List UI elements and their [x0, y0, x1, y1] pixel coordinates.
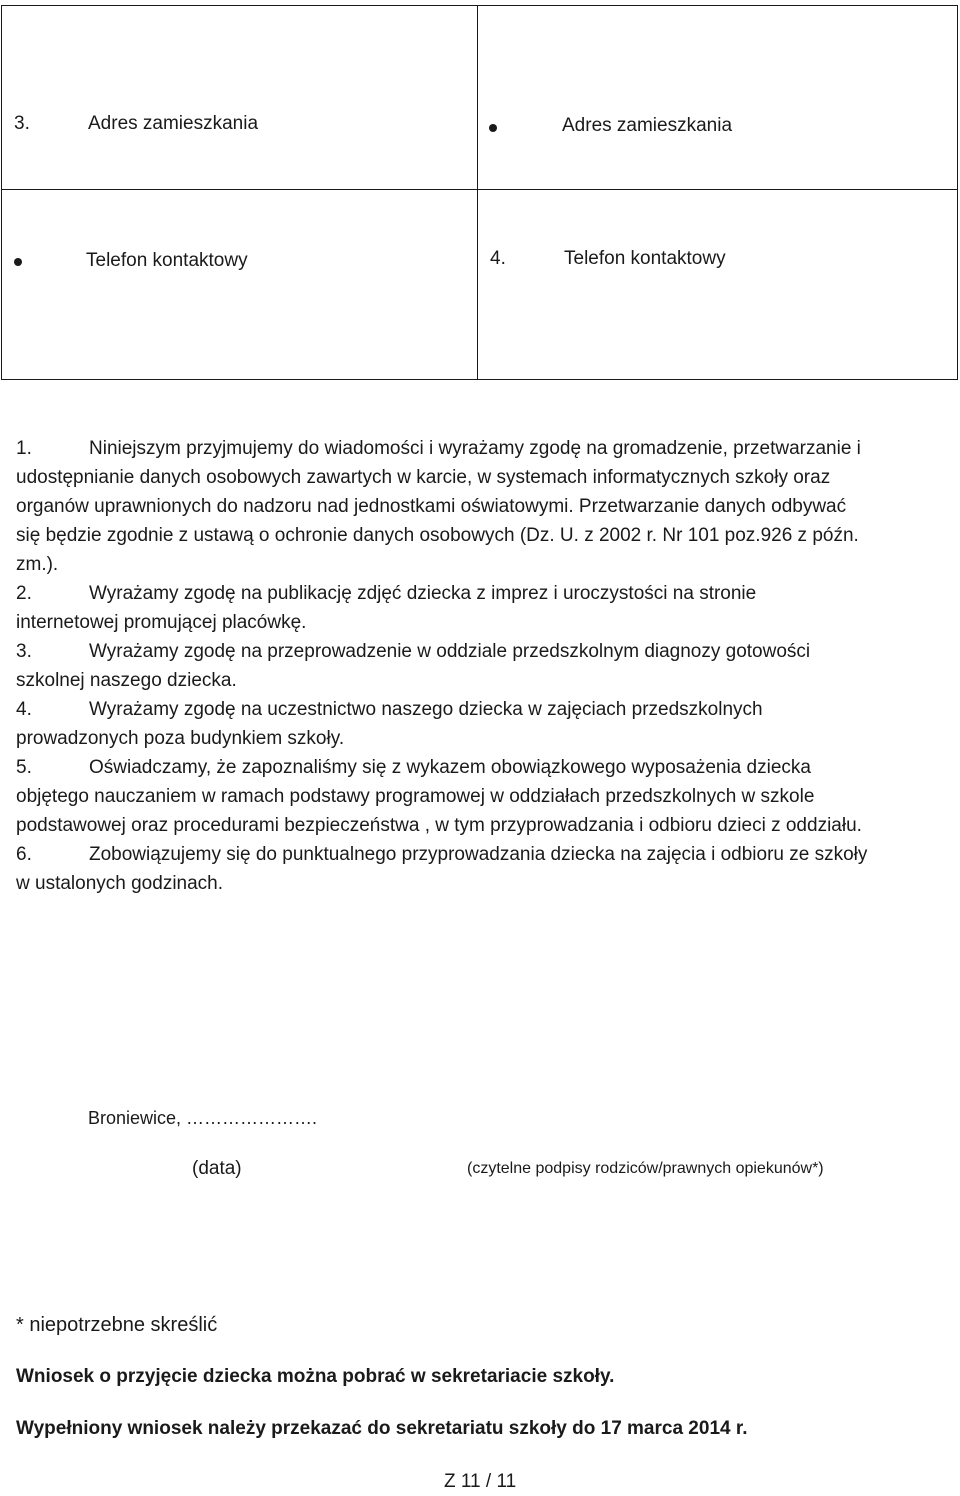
statement-number: 4. [16, 699, 32, 720]
phone-label-left: Telefon kontaktowy [86, 250, 248, 271]
statement-line: w ustalonych godzinach. [16, 873, 224, 894]
statement-line: się będzie zgodnie z ustawą o ochronie danych osobowych (Dz. U. z 2002 r. Nr 101 poz.926 z późn. [16, 525, 859, 546]
statement-line: Wyrażamy zgodę na publikację zdjęć dziecka z imprez i uroczystości na stronie [89, 583, 757, 604]
statement-line: Oświadczamy, że zapoznaliśmy się z wykazem obowiązkowego wyposażenia dziecka [89, 757, 811, 778]
statement-line: udostępnianie danych osobowych zawartych w karcie, w systemach informatycznych szkoły oraz [16, 467, 831, 488]
statement-line: Wyrażamy zgodę na uczestnictwo naszego dziecka w zajęciach przedszkolnych [89, 699, 763, 720]
statement-line: zm.). [16, 554, 59, 575]
statements-section [16, 434, 956, 898]
cell-phone-parent-2 [477, 189, 958, 380]
applicant-table [1, 5, 958, 380]
notice-deadline: Wypełniony wniosek należy przekazać do sekretariatu szkoły do 17 marca 2014 r. [16, 1418, 748, 1439]
footnote: * niepotrzebne skreślić [16, 1314, 218, 1336]
signatures-caption: (czytelne podpisy rodziców/prawnych opiekunów*) [467, 1160, 824, 1177]
statement-line: Wyrażamy zgodę na przeprowadzenie w oddziale przedszkolnym diagnozy gotowości [89, 641, 811, 662]
statement-line: podstawowej oraz procedurami bezpieczeństwa , w tym przyprowadzania i odbioru dzieci z oddziału. [16, 815, 862, 836]
statement-line: prowadzonych poza budynkiem szkoły. [16, 728, 345, 749]
notice-download: Wniosek o przyjęcie dziecka można pobrać w sekretariacie szkoły. [16, 1366, 615, 1387]
statement-number: 5. [16, 757, 32, 778]
statement-number: 3. [16, 641, 32, 662]
cell-phone-parent-1 [1, 189, 478, 380]
statement-line: organów uprawnionych do nadzoru nad jednostkami oświatowymi. Przetwarzanie danych odbywać [16, 496, 847, 517]
cell-address-parent-1 [1, 5, 478, 190]
row1-left-number: 3. [14, 113, 30, 134]
date-caption: (data) [192, 1158, 242, 1179]
statement-line: szkolnej naszego dziecka. [16, 670, 237, 691]
statement-number: 2. [16, 583, 32, 604]
statement-2 [16, 579, 956, 637]
statement-number: 1. [16, 438, 32, 459]
statement-number: 6. [16, 844, 32, 865]
statement-line: objętego nauczaniem w ramach podstawy programowej w oddziałach przedszkolnych w szkole [16, 786, 815, 807]
bullet-icon [489, 124, 497, 132]
page-number: Z 11 / 11 [444, 1471, 517, 1492]
statement-4 [16, 695, 956, 753]
statement-6 [16, 840, 956, 898]
place-date-line: Broniewice, …………………. [88, 1108, 318, 1128]
address-label-left: Adres zamieszkania [88, 113, 259, 134]
statement-line: Niniejszym przyjmujemy do wiadomości i wyrażamy zgodę na gromadzenie, przetwarzanie i [89, 438, 861, 459]
bullet-icon [14, 258, 22, 266]
statement-5 [16, 753, 956, 840]
address-label-right: Adres zamieszkania [562, 115, 733, 136]
statement-1 [16, 434, 956, 579]
cell-address-parent-2 [477, 5, 958, 190]
phone-label-right: Telefon kontaktowy [564, 248, 726, 269]
statement-line: Zobowiązujemy się do punktualnego przyprowadzania dziecka na zajęcia i odbioru ze szkoły [89, 844, 868, 865]
statement-3 [16, 637, 956, 695]
row2-right-number: 4. [490, 248, 506, 269]
statement-line: internetowej promującej placówkę. [16, 612, 307, 633]
